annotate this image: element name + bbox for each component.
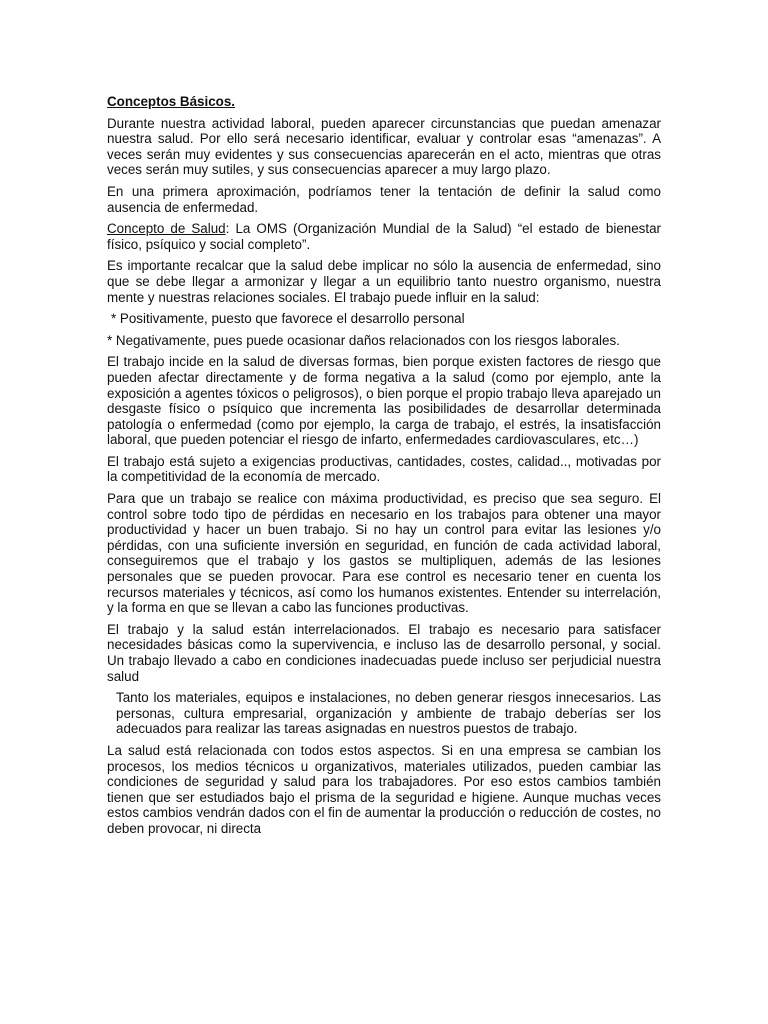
paragraph-materials: Tanto los materiales, equipos e instalaciones, no deben generar riesgos innecesarios. Las personas, cultura empresarial, organización y ambiente de trabajo deberías ser los adecuados para realizar las tareas asignadas en nuestros puestos de trabajo.: [116, 690, 661, 737]
paragraph-health-concept: [107, 221, 661, 252]
document-body: [107, 94, 661, 843]
list-item-positive: * Positivamente, puesto que favorece el desarrollo personal: [111, 311, 465, 327]
paragraph-intro: Durante nuestra actividad laboral, pueden aparecer circunstancias que puedan amenazar nuestra salud. Por ello será necesario identificar, evaluar y controlar esas “amenazas”. A veces serán muy evidentes y sus consecuencias aparecerán en el acto, mientras que otras veces serán muy sutiles, y sus consecuencias aparecer a muy largo plazo.: [107, 115, 661, 178]
health-concept-definition: : La OMS (Organización Mundial de la Salud) “el estado de bienestar físico, psíquico y social completo”.: [107, 221, 662, 252]
paragraph-productivity: Para que un trabajo se realice con máxima productividad, es preciso que sea seguro. El control sobre todo tipo de pérdidas en necesario en los trabajos para obtener una mayor productividad y hacer un buen trabajo. Si no hay un control para evitar las lesiones y/o pérdidas, con una suficiente inversión en seguridad, en función de cada actividad laboral, conseguiremos que el trabajo y los gastos se multipliquen, además de las lesiones personales que se pueden provocar. Para ese control es necesario tener en cuenta los recursos materiales y técnicos, así como los humanos existentes. Entender su interrelación, y la forma en que se llevan a cabo las funciones productivas.: [107, 491, 661, 616]
list-item-negative: * Negativamente, pues puede ocasionar daños relacionados con los riesgos laborales.: [107, 332, 620, 348]
paragraph-importance: Es importante recalcar que la salud debe implicar no sólo la ausencia de enfermedad, sino que se debe llegar a armonizar y llegar a un equilibrio tanto nuestro organismo, nuestra mente y nuestras relaciones sociales. El trabajo puede influir en la salud:: [107, 258, 661, 305]
health-concept-term: Concepto de Salud: [107, 221, 226, 237]
paragraph-demands: El trabajo está sujeto a exigencias productivas, cantidades, costes, calidad.., motivadas por la competitividad de la economía de mercado.: [107, 453, 661, 485]
section-title: Conceptos Básicos.: [107, 94, 235, 109]
paragraph-interrelation: El trabajo y la salud están interrelacionados. El trabajo es necesario para satisfacer necesidades básicas como la supervivencia, e incluso las de desarrollo personal, y social. Un trabajo llevado a cabo en condiciones inadecuadas puede incluso ser perjudicial nuestra salud: [107, 621, 661, 684]
paragraph-work-impact: El trabajo incide en la salud de diversas formas, bien porque existen factores de riesgo que pueden afectar directamente y de forma negativa a la salud (como por ejemplo, ante la exposición a agentes tóxicos o peligrosos), o bien porque el propio trabajo lleva aparejado un desgaste físico o psíquico que incrementa las posibilidades de desarrollar determinada patología o enfermedad (como por ejemplo, la carga de trabajo, el estrés, la insatisfacción laboral, que pueden potenciar el riesgo de infarto, enfermedades cardiovasculares, etc…): [107, 354, 661, 448]
paragraph-changes: La salud está relacionada con todos estos aspectos. Si en una empresa se cambian los procesos, los medios técnicos u organizativos, materiales utilizados, pueden cambiar las condiciones de seguridad y salud para los trabajadores. Por eso estos cambios también tienen que ser estudiados bajo el prisma de la seguridad e higiene. Aunque muchas veces estos cambios vendrán dados con el fin de aumentar la producción o reducción de costes, no deben provocar, ni directa: [107, 742, 661, 836]
paragraph-first-approach: En una primera aproximación, podríamos tener la tentación de definir la salud como ausencia de enfermedad.: [107, 183, 661, 215]
